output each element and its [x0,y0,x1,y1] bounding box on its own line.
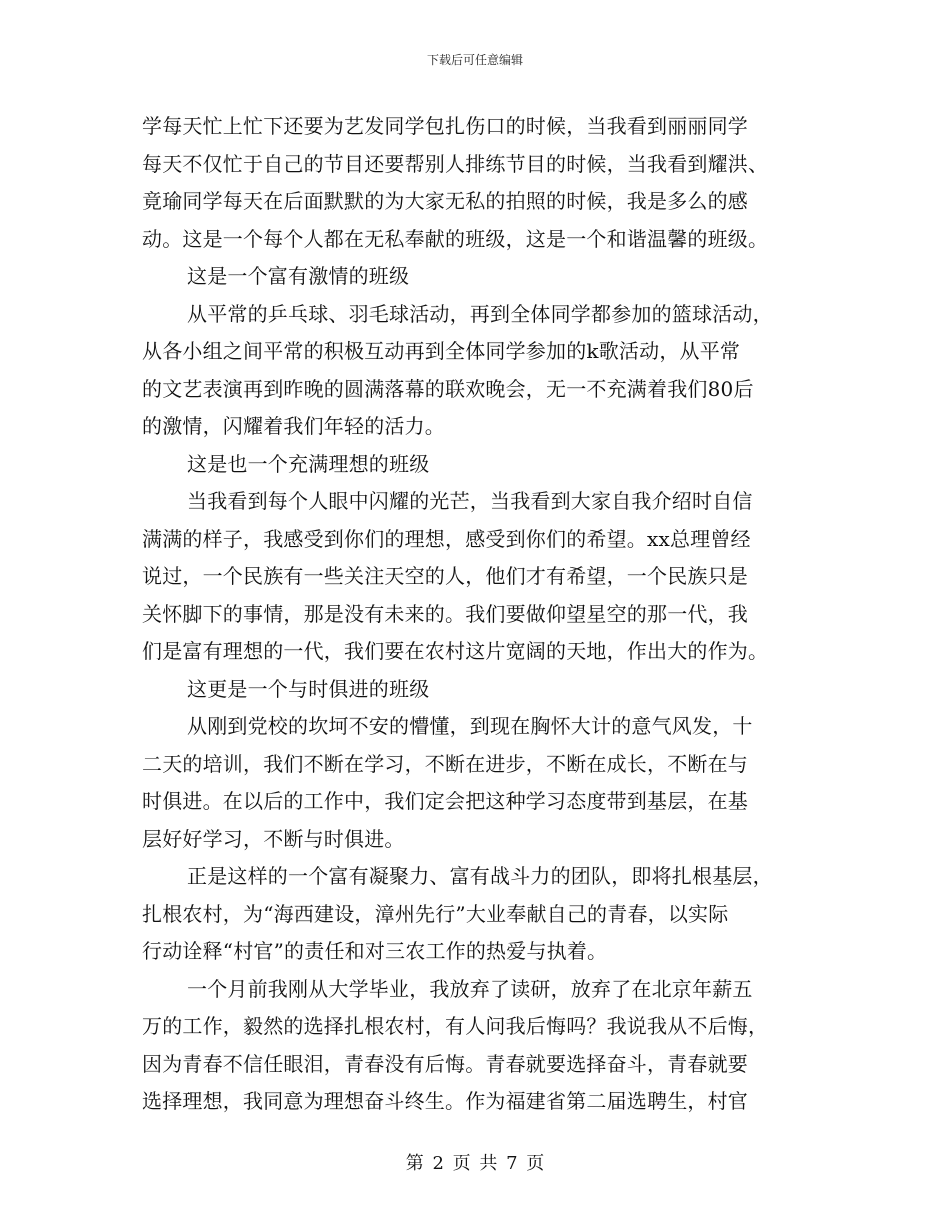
text-line: 从刚到党校的坎坷不安的懵懂，到现在胸怀大计的意气风发，十 [187,714,753,738]
text-line: 扎根农村，为“海西建设，漳州先行”大业奉献自己的青春，以实际 [142,901,729,926]
document-body [142,108,810,1121]
text-line: 从平常的乒乓球、羽毛球活动，再到全体同学都参加的篮球活动， [187,301,773,326]
text-line: 的文艺表演再到昨晚的圆满落幕的联欢晚会，无一不充满着我们80后 [142,376,754,401]
page-header: 下载后可任意编辑 [426,53,523,67]
text-line: 说过，一个民族有一些关注天空的人，他们才有希望，一个民族只是 [142,564,748,588]
section-heading: 这更是一个与时俱进的班级 [187,676,430,701]
section-heading: 这是一个富有激情的班级 [187,264,410,288]
text-line: 从各小组之间平常的积极互动再到全体同学参加的k歌活动，从平常 [142,339,741,363]
text-line: 行动诠释“村官”的责任和对三农工作的热爱与执着。 [142,939,608,963]
page-number-footer: 第 2 页 共 7 页 [405,1153,545,1174]
text-line: 学每天忙上忙下还要为艺发同学包扎伤口的时候，当我看到丽丽同学 [142,114,748,138]
text-line: 的激情，闪耀着我们年轻的活力。 [142,414,445,438]
text-line: 满满的样子，我感受到你们的理想，感受到你们的希望。xx总理曾经 [142,526,751,551]
text-line: 选择理想，我同意为理想奋斗终生。作为福建省第二届选聘生，村官 [142,1089,748,1113]
text-line: 一个月前我刚从大学毕业，我放弃了读研，放弃了在北京年薪五 [187,976,753,1001]
section-heading: 这是也一个充满理想的班级 [187,451,430,476]
text-line: 竟瑜同学每天在后面默默的为大家无私的拍照的时候，我是多么的感 [142,189,748,213]
text-line: 们是富有理想的一代，我们要在农村这片宽阔的天地，作出大的作为。 [142,639,769,663]
text-line: 万的工作，毅然的选择扎根农村，有人问我后悔吗？我说我从不后悔， [142,1014,769,1038]
text-line: 因为青春不信任眼泪，青春没有后悔。青春就要选择奋斗，青春就要 [142,1051,748,1076]
text-line: 层好好学习，不断与时俱进。 [142,826,405,851]
text-line: 动。这是一个每个人都在无私奉献的班级，这是一个和谐温馨的班级。 [142,226,769,251]
text-line: 当我看到每个人眼中闪耀的光芒，当我看到大家自我介绍时自信 [187,489,753,513]
text-line: 关怀脚下的事情，那是没有未来的。我们要做仰望星空的那一代，我 [142,601,748,626]
text-line: 每天不仅忙于自己的节目还要帮别人排练节目的时候，当我看到耀洪、 [142,151,769,176]
text-line: 二天的培训，我们不断在学习，不断在进步，不断在成长，不断在与 [142,751,748,776]
text-line: 正是这样的一个富有凝聚力、富有战斗力的团队，即将扎根基层， [187,864,773,888]
text-line: 时俱进。在以后的工作中，我们定会把这种学习态度带到基层，在基 [142,789,748,813]
